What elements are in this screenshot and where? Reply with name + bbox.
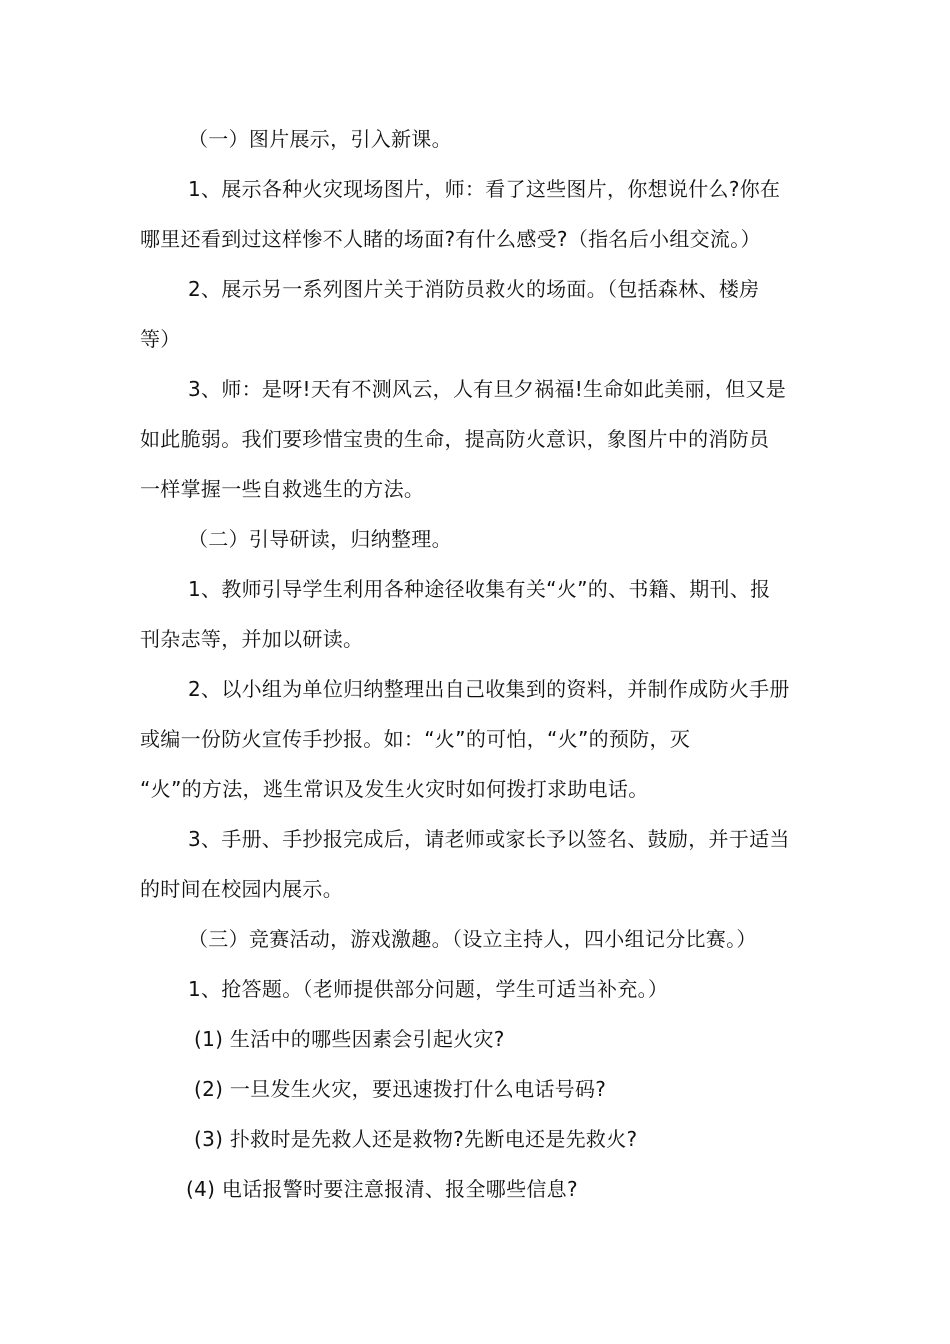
- paragraph-line: 2、以小组为单位归纳整理出自己收集到的资料，并制作成防火手册: [188, 677, 790, 701]
- section-heading-1: （一）图片展示，引入新课。: [188, 127, 452, 151]
- question-item: (4) 电话报警时要注意报清、报全哪些信息?: [186, 1177, 578, 1201]
- question-item: (1) 生活中的哪些因素会引起火灾?: [194, 1027, 505, 1051]
- paragraph-line: 哪里还看到过这样惨不人睹的场面?有什么感受?（指名后小组交流。）: [140, 227, 761, 251]
- paragraph-line: 或编一份防火宣传手抄报。如：“火”的可怕，“火”的预防，灭: [140, 727, 691, 751]
- paragraph-line: 3、手册、手抄报完成后，请老师或家长予以签名、鼓励，并于适当: [188, 827, 790, 851]
- paragraph-line: 如此脆弱。我们要珍惜宝贵的生命，提高防火意识，象图片中的消防员: [140, 427, 770, 451]
- paragraph-line: “火”的方法，逃生常识及发生火灾时如何拨打求助电话。: [140, 777, 649, 801]
- question-item: (2) 一旦发生火灾，要迅速拨打什么电话号码?: [194, 1077, 607, 1101]
- paragraph-line: 刊杂志等，并加以研读。: [140, 627, 364, 651]
- paragraph-line: 1、教师引导学生利用各种途径收集有关“火”的、书籍、期刊、报: [188, 577, 771, 601]
- paragraph-line: 1、展示各种火灾现场图片，师：看了这些图片，你想说什么?你在: [188, 177, 781, 201]
- paragraph-line: 等）: [140, 327, 181, 351]
- question-item: (3) 扑救时是先救人还是救物?先断电还是先救火?: [194, 1127, 638, 1151]
- paragraph-line: 的时间在校园内展示。: [140, 877, 343, 901]
- paragraph-line: 2、展示另一系列图片关于消防员救火的场面。（包括森林、楼房: [188, 277, 760, 301]
- paragraph-line: 一样掌握一些自救逃生的方法。: [140, 477, 425, 501]
- paragraph-line: 3、师：是呀!天有不测风云，人有旦夕祸福!生命如此美丽，但又是: [188, 377, 787, 401]
- section-heading-3: （三）竞赛活动，游戏激趣。（设立主持人，四小组记分比赛。）: [188, 927, 757, 951]
- paragraph-line: 1、抢答题。（老师提供部分问题，学生可适当补充。）: [188, 977, 669, 1001]
- section-heading-2: （二）引导研读，归纳整理。: [188, 527, 452, 551]
